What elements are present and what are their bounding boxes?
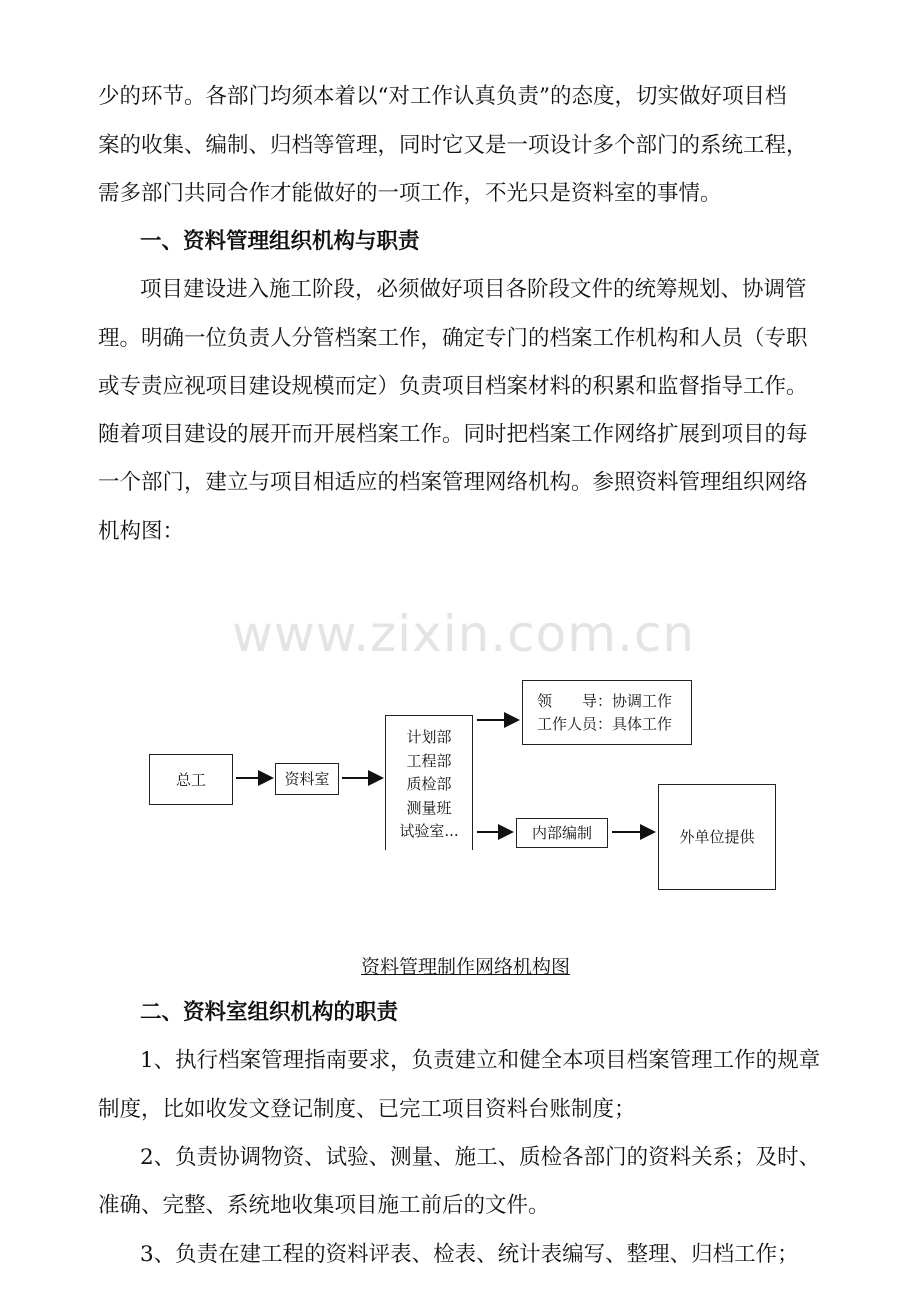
department-item: 工程部 (406, 751, 452, 770)
paragraph-3-line-1: 1、执行档案管理指南要求，负责建立和健全本项目档案管理工作的规章 (140, 1048, 821, 1073)
paragraph-5-line-1: 3、负责在建工程的资料评表、检表、统计表编写、整理、归档工作； (140, 1242, 799, 1267)
paragraph-4-line-2: 准确、完整、系统地收集项目施工前后的文件。 (98, 1193, 550, 1218)
paragraph-2-line-2: 理。明确一位负责人分管档案工作，确定专门的档案工作机构和人员（专职 (98, 326, 808, 351)
paragraph-1-line-2: 案的收集、编制、归档等管理，同时它又是一项设计多个部门的系统工程， (98, 133, 808, 158)
leader-line: 领 导：协调工作 (537, 691, 673, 710)
paragraph-4-line-1: 2、负责协调物资、试验、测量、施工、质检各部门的资料关系；及时、 (140, 1145, 821, 1170)
paragraph-2-line-6: 机构图： (98, 519, 185, 544)
paragraph-1-line-1: 少的环节。各部门均须本着以“对工作认真负责”的态度，切实做好项目档 (98, 84, 787, 109)
section-heading-2: 二、资料室组织机构的职责 (140, 1000, 399, 1025)
paragraph-2-line-4: 随着项目建设的展开而开展档案工作。同时把档案工作网络扩展到项目的每 (98, 422, 808, 447)
department-item: 测量班 (406, 798, 452, 817)
department-item: 试验室... (399, 822, 459, 841)
department-item: 计划部 (406, 728, 452, 747)
section-heading-1: 一、资料管理组织机构与职责 (140, 229, 420, 254)
paragraph-2-line-1: 项目建设进入施工阶段，必须做好项目各阶段文件的统筹规划、协调管 (140, 277, 807, 302)
paragraph-2-line-5: 一个部门，建立与项目相适应的档案管理网络机构。参照资料管理组织网络 (98, 470, 808, 495)
internal-compile-label: 内部编制 (531, 824, 592, 842)
department-item: 质检部 (406, 775, 452, 794)
watermark: www.zixin.com.cn (232, 605, 696, 663)
paragraph-3-line-2: 制度，比如收发文登记制度、已完工项目资料台账制度； (98, 1097, 636, 1122)
paragraph-1-line-3: 需多部门共同合作才能做好的一项工作，不光只是资料室的事情。 (98, 181, 722, 206)
paragraph-2-line-3: 或专责应视项目建设规模而定）负责项目档案材料的积累和监督指导工作。 (98, 374, 808, 399)
external-provide-label: 外单位提供 (679, 828, 755, 846)
staff-line: 工作人员：具体工作 (537, 714, 673, 733)
archive-room-label: 资料室 (284, 770, 330, 788)
chief-engineer-label: 总工 (175, 770, 206, 789)
diagram-caption: 资料管理制作网络机构图 (361, 956, 571, 978)
